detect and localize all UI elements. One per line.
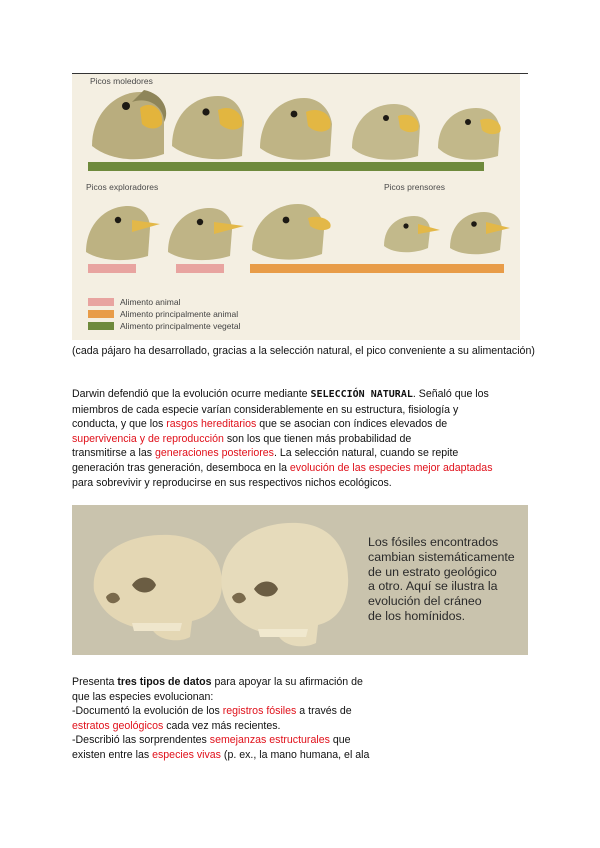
highlight-fossil-records: registros fósiles xyxy=(222,705,297,718)
grinding-beaks-label: Picos moledores xyxy=(90,76,153,86)
highlight-survival-reproduction: supervivencia y de reproducción xyxy=(72,432,224,445)
finch-caption: (cada pájaro ha desarrollado, gracias a la selección natural, el pico conveniente a su alimentación) xyxy=(72,345,535,357)
animal-food-bar-1 xyxy=(88,264,136,273)
finch-head xyxy=(438,108,501,160)
grasping-beaks-label: Picos prensores xyxy=(384,182,445,192)
highlight-structural-similarities: semejanzas estructurales xyxy=(209,734,330,747)
finch-head xyxy=(260,98,332,160)
legend-swatch-mostly-plant xyxy=(88,322,114,330)
highlight-geological-strata: estratos geológicos xyxy=(72,719,164,732)
skull-fossils-figure xyxy=(72,505,528,655)
finch-head xyxy=(252,204,331,260)
skull-caption: Los fósiles encontrados cambian sistemáticamente de un estrato geológico a otro. Aquí se ilustra la evolución del cráneo de los homínidos. xyxy=(368,535,515,623)
finch-head xyxy=(92,90,166,159)
darwin-paragraph: Darwin defendió que la evolución ocurre mediante SELECCIÓN NATURAL. Señaló que los miembros de cada especie varían considerablemente en su estructura, fisiología y conducta, y que los rasgos hereditarios que se asocian con índices elevados de supervivencia y de reproducción son los que tienen más probabilidad de transmitirse a las generaciones posteriores. La selección natural, cuando se repite generación tras generación, desemboca en la evolución de las especies mejor adaptadas para sobrevivir y reproducirse en sus respectivos nichos ecológicos. xyxy=(72,388,493,489)
probing-beaks-label: Picos exploradores xyxy=(86,182,159,192)
evidence-paragraph: Presenta tres tipos de datos para apoyar la su afirmación de que las especies evolucionan: -Documentó la evolución de los registros fósiles a través de estratos geológicos cada vez más recientes. -Describió las sorprendentes semejanzas estructurales que existen entre las especies vivas (p. ex., la mano humana, el ala xyxy=(72,676,370,761)
three-data-types: tres tipos de datos xyxy=(117,676,212,688)
legend-swatch-animal xyxy=(88,298,114,306)
legend-animal: Alimento animal xyxy=(120,297,181,307)
skull-early-hominid xyxy=(94,535,222,640)
highlight-hereditary-traits: rasgos hereditarios xyxy=(166,418,257,431)
natural-selection-term: SELECCIÓN NATURAL xyxy=(310,389,413,400)
finch-head xyxy=(172,96,244,159)
animal-food-bar-2 xyxy=(176,264,224,273)
legend-mostly-animal: Alimento principalmente animal xyxy=(120,309,239,319)
finch-head xyxy=(384,216,440,252)
finch-head xyxy=(168,208,244,260)
highlight-best-adapted-species: evolución de las especies mejor adaptadas xyxy=(289,461,493,474)
finch-head xyxy=(86,206,160,260)
plant-food-bar-grinding xyxy=(88,162,484,171)
legend-swatch-mostly-animal xyxy=(88,310,114,318)
finch-head xyxy=(352,104,420,160)
highlight-living-species: especies vivas xyxy=(152,748,221,761)
finch-head xyxy=(450,212,510,254)
legend-mostly-plant: Alimento principalmente vegetal xyxy=(120,321,241,331)
skull-later-hominid xyxy=(221,523,348,646)
mostly-animal-food-bar xyxy=(250,264,504,273)
finch-beaks-figure xyxy=(72,74,520,340)
highlight-later-generations: generaciones posteriores xyxy=(155,447,274,460)
